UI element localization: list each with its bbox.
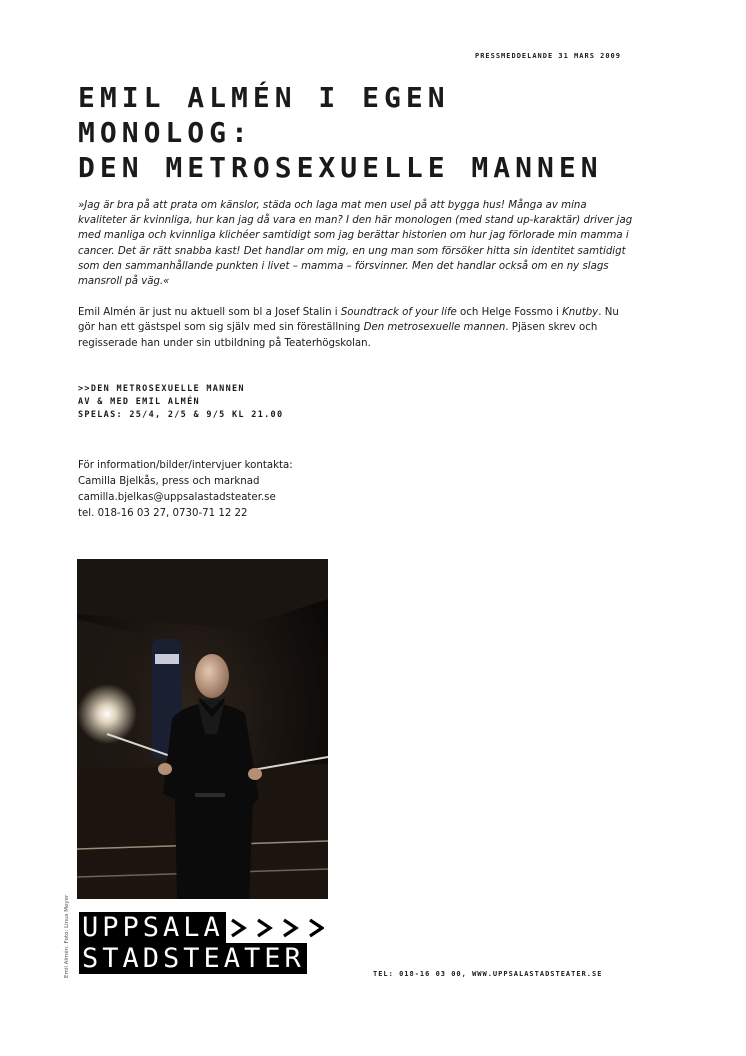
contact-block	[78, 458, 293, 522]
info-by: AV & MED EMIL ALMÉN	[78, 397, 200, 407]
headline	[78, 80, 678, 185]
info-dates: SPELAS: 25/4, 2/5 & 9/5 KL 21.00	[78, 410, 284, 420]
logo-line-1: UPPSALA	[79, 912, 226, 943]
body-text-3: . Nu gör han ett gästspel som sig själv med sin föreställning	[78, 307, 619, 334]
show-title-soundtrack: Soundtrack of your life	[340, 307, 457, 318]
headline-line-1: EMIL ALMÉN I EGEN	[78, 81, 450, 114]
logo-arrows-icon	[230, 917, 324, 939]
uppsala-stadsteater-logo	[79, 912, 324, 974]
contact-email[interactable]: camilla.bjelkas@uppsalastadsteater.se	[78, 492, 276, 503]
body-paragraph	[78, 305, 638, 351]
show-title-knutby: Knutby	[562, 307, 599, 318]
body-text-4: . Pjäsen skrev och regisserade han under sin utbildning på Teaterhögskolan.	[78, 322, 598, 349]
actor-photo	[77, 559, 328, 899]
body-text-2: och Helge Fossmo i	[456, 307, 563, 318]
headline-line-2: MONOLOG:	[78, 116, 253, 149]
contact-phone: tel. 018-16 03 27, 0730-71 12 22	[78, 508, 248, 519]
logo-line-2: STADSTEATER	[79, 943, 307, 974]
footer-contact[interactable]: TEL: 018-16 03 00, WWW.UPPSALASTADSTEATER.SE	[373, 970, 603, 978]
contact-name: Camilla Bjelkås, press och marknad	[78, 476, 260, 487]
headline-line-3: DEN METROSEXUELLE MANNEN	[78, 151, 603, 184]
performance-info	[78, 383, 283, 422]
body-text-1: Emil Almén är just nu aktuell som bl a Josef Stalin i	[78, 307, 341, 318]
show-title-metrosexuelle: Den metrosexuelle mannen	[363, 322, 506, 334]
intro-quote: »Jag är bra på att prata om känslor, städa och laga mat men usel på att bygga hus! Många av mina kvaliteter är kvinnliga, hur kan jag då vara en man? I den här monologen (med stand up-karaktär) driver jag med manliga och kvinnliga klichéer samtidigt som jag berättar historien om hur jag förlorade min mamma i cancer. Det är rätt snabba kast! Det handlar om mig, en ung man som försöker hitta sin identitet samtidigt som den sammanhållande punkten i livet – mamma – försvinner. Men det handlar också om en ny slags mansroll på väg.«	[78, 200, 633, 288]
photo-credit: Emil Almén. Foto: Linus Meyer	[64, 894, 70, 978]
info-title: >>DEN METROSEXUELLE MANNEN	[78, 384, 245, 394]
press-release-dateline: PRESSMEDDELANDE 31 MARS 2009	[474, 52, 621, 60]
contact-intro: För information/bilder/intervjuer kontakta:	[78, 460, 293, 471]
